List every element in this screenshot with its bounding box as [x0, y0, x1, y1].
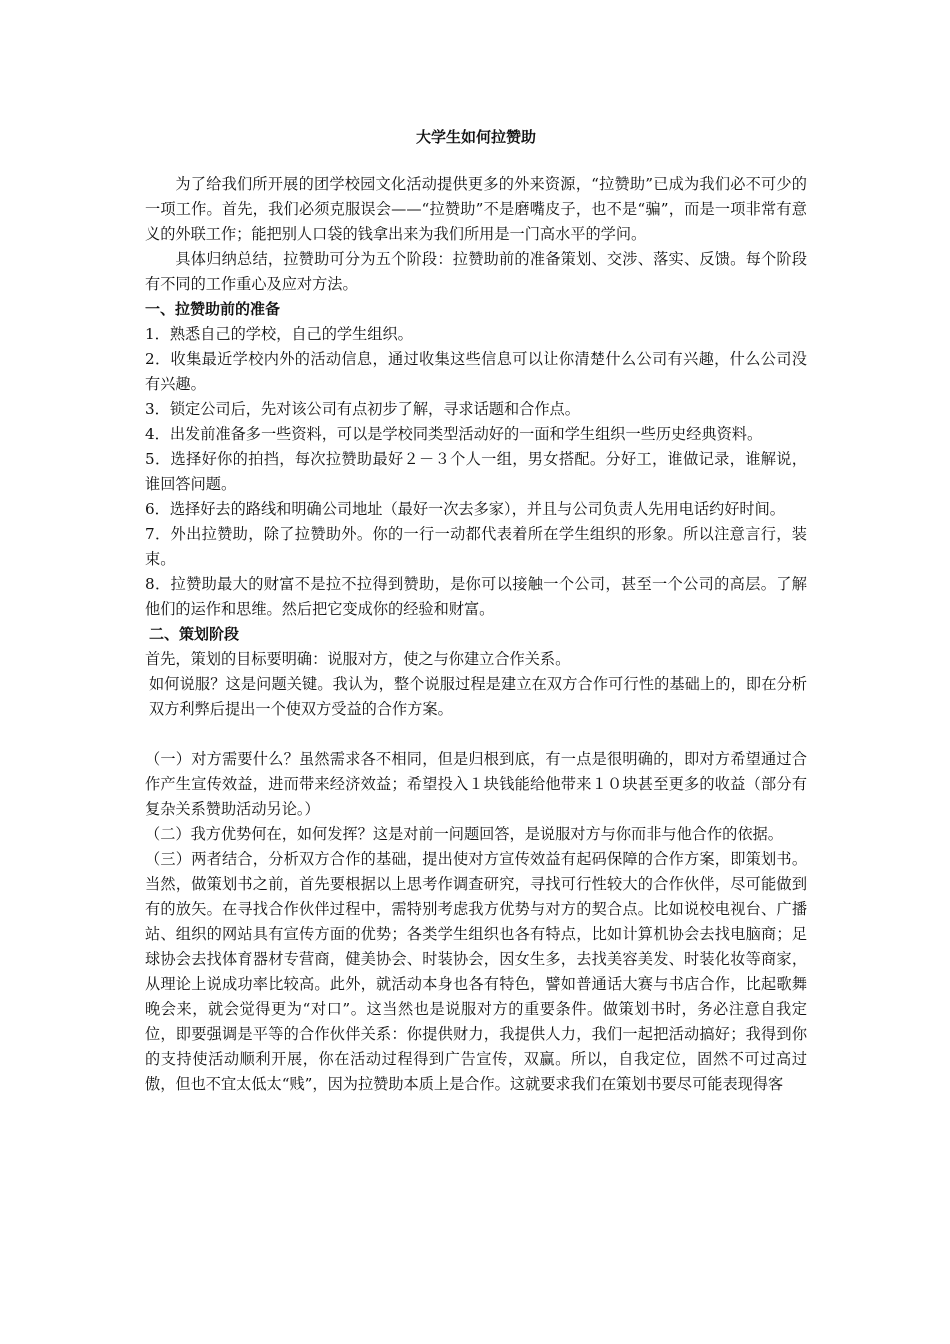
section-1-item: 1．熟悉自己的学校，自己的学生组织。 — [145, 325, 413, 343]
section-1-item: 5．选择好你的拍挡，每次拉赞助最好２－３个人一组，男女搭配。分好工，谁做记录，谁解说，谁回答问题。 — [145, 450, 807, 493]
section-2-point-2: （二）我方优势何在，如何发挥？这是对前一问题回答，是说服对方与你而非与他合作的依据。 — [145, 825, 783, 843]
section-2-point-3: （三）两者结合，分析双方合作的基础，提出使对方宣传效益有起码保障的合作方案，即策划书。当然，做策划书之前，首先要根据以上思考作调查研究，寻找可行性较大的合作伙伴，尽可能做到有的放矢。在寻找合作伙伴过程中，需特别考虑我方优势与对方的契合点。比如说校电视台、广播站、组织的网站具有宣传方面的优势；各类学生组织也各有特点，比如计算机协会去找电脑商；足球协会去找体育器材专营商，健美协会、时装协会，因女生多，去找美容美发、时装化妆等商家，从理论上说成功率比较高。此外，就活动本身也各有特色，譬如普通话大赛与书店合作，比起歌舞晚会来，就会觉得更为“对口”。这当然也是说服对方的重要条件。做策划书时，务必注意自我定位，即要强调是平等的合作伙伴关系：你提供财力，我提供人力，我们一起把活动搞好；我得到你的支持使活动顺利开展，你在活动过程得到广告宣传，双赢。所以，自我定位，固然不可过高过傲，但也不宜太低太“贱”，因为拉赞助本质上是合作。这就要求我们在策划书要尽可能表现得客 — [145, 850, 807, 1093]
intro-paragraph-1: 为了给我们所开展的团学校园文化活动提供更多的外来资源，“拉赞助”已成为我们必不可少的一项工作。首先，我们必须克服误会——“拉赞助”不是磨嘴皮子，也不是“骗”，而是一项非常有意义的外联工作；能把别人口袋的钱拿出来为我们所用是一门高水平的学问。 — [145, 175, 807, 243]
section-1-heading: 一、拉赞助前的准备 — [145, 300, 281, 318]
blank-line — [145, 722, 807, 747]
intro-paragraph-2: 具体归纳总结，拉赞助可分为五个阶段：拉赞助前的准备策划、交涉、落实、反馈。每个阶段有不同的工作重心及应对方法。 — [145, 250, 807, 293]
document-page — [145, 125, 807, 1097]
section-1-item: 8．拉赞助最大的财富不是拉不拉得到赞助，是你可以接触一个公司，甚至一个公司的高层。了解他们的运作和思维。然后把它变成你的经验和财富。 — [145, 575, 807, 618]
section-1-item: 6．选择好去的路线和明确公司地址（最好一次去多家），并且与公司负责人先用电话约好时间。 — [145, 500, 785, 518]
section-1-item: 3．锁定公司后，先对该公司有点初步了解，寻求话题和合作点。 — [145, 400, 580, 418]
section-2-paragraph-1: 首先，策划的目标要明确：说服对方，使之与你建立合作关系。 — [145, 650, 571, 668]
section-1-item: 2．收集最近学校内外的活动信息，通过收集这些信息可以让你清楚什么公司有兴趣，什么公司没有兴趣。 — [145, 350, 807, 393]
document-title: 大学生如何拉赞助 — [415, 128, 536, 146]
section-1-item: 4．出发前准备多一些资料，可以是学校同类型活动好的一面和学生组织一些历史经典资料。 — [145, 425, 763, 443]
section-2-point-1: （一）对方需要什么？虽然需求各不相同，但是归根到底，有一点是很明确的，即对方希望通过合作产生宣传效益，进而带来经济效益；希望投入１块钱能给他带来１０块甚至更多的收益（部分有复杂关系赞助活动另论。） — [145, 750, 807, 818]
section-2-paragraph-2: 如何说服？这是问题关键。我认为，整个说服过程是建立在双方合作可行性的基础上的，即在分析双方利弊后提出一个使双方受益的合作方案。 — [149, 675, 807, 718]
section-2-heading: 二、策划阶段 — [149, 625, 240, 643]
section-1-item: 7．外出拉赞助，除了拉赞助外。你的一行一动都代表着所在学生组织的形象。所以注意言行，装束。 — [145, 525, 807, 568]
